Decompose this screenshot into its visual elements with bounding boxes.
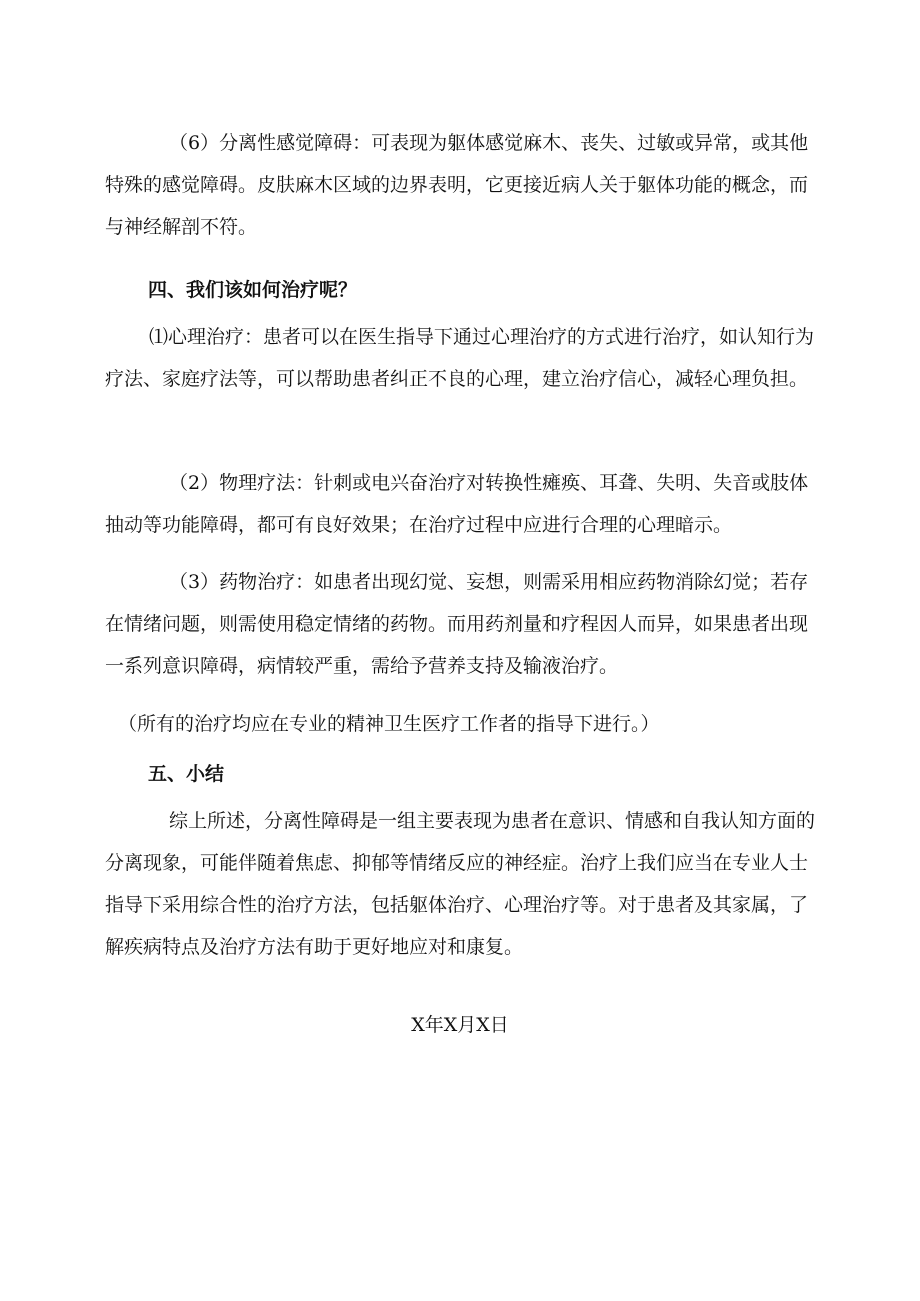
section-heading-treatment: 四、我们该如何治疗呢？	[148, 279, 358, 301]
paragraph-psychotherapy: ⑴心理治疗：患者可以在医生指导下通过心理治疗的方式进行治疗，如认知行为疗法、家庭疗法等，可以帮助患者纠正不良的心理，建立治疗信心，减轻心理负担。	[105, 326, 815, 390]
document-date: X年X月X日	[411, 1014, 509, 1036]
treatment-note: （所有的治疗均应在专业的精神卫生医疗工作者的指导下进行。）	[118, 713, 660, 735]
section-heading-summary: 五、小结	[148, 763, 225, 785]
paragraph-drug-therapy: （3）药物治疗：如患者出现幻觉、妄想，则需采用相应药物消除幻觉；若存在情绪问题，则需使用稳定情绪的药物。而用药剂量和疗程因人而异，如果患者出现一系列意识障碍，病情较严重，需给予营养支持及输液治疗。	[105, 571, 809, 677]
paragraph-physical-therapy: （2）物理疗法：针刺或电兴奋治疗对转换性瘫痪、耳聋、失明、失音或肢体抽动等功能障碍，都可有良好效果；在治疗过程中应进行合理的心理暗示。	[105, 472, 809, 536]
paragraph-dissociative-sensory-disorder: （6）分离性感觉障碍：可表现为躯体感觉麻木、丧失、过敏或异常，或其他特殊的感觉障碍。皮肤麻木区域的边界表明，它更接近病人关于躯体功能的概念，而与神经解剖不符。	[105, 132, 809, 238]
paragraph-summary: 综上所述，分离性障碍是一组主要表现为患者在意识、情感和自我认知方面的分离现象，可能伴随着焦虑、抑郁等情绪反应的神经症。治疗上我们应当在专业人士指导下采用综合性的治疗方法，包括躯体治疗、心理治疗等。对于患者及其家属，了解疾病特点及治疗方法有助于更好地应对和康复。	[105, 810, 816, 958]
